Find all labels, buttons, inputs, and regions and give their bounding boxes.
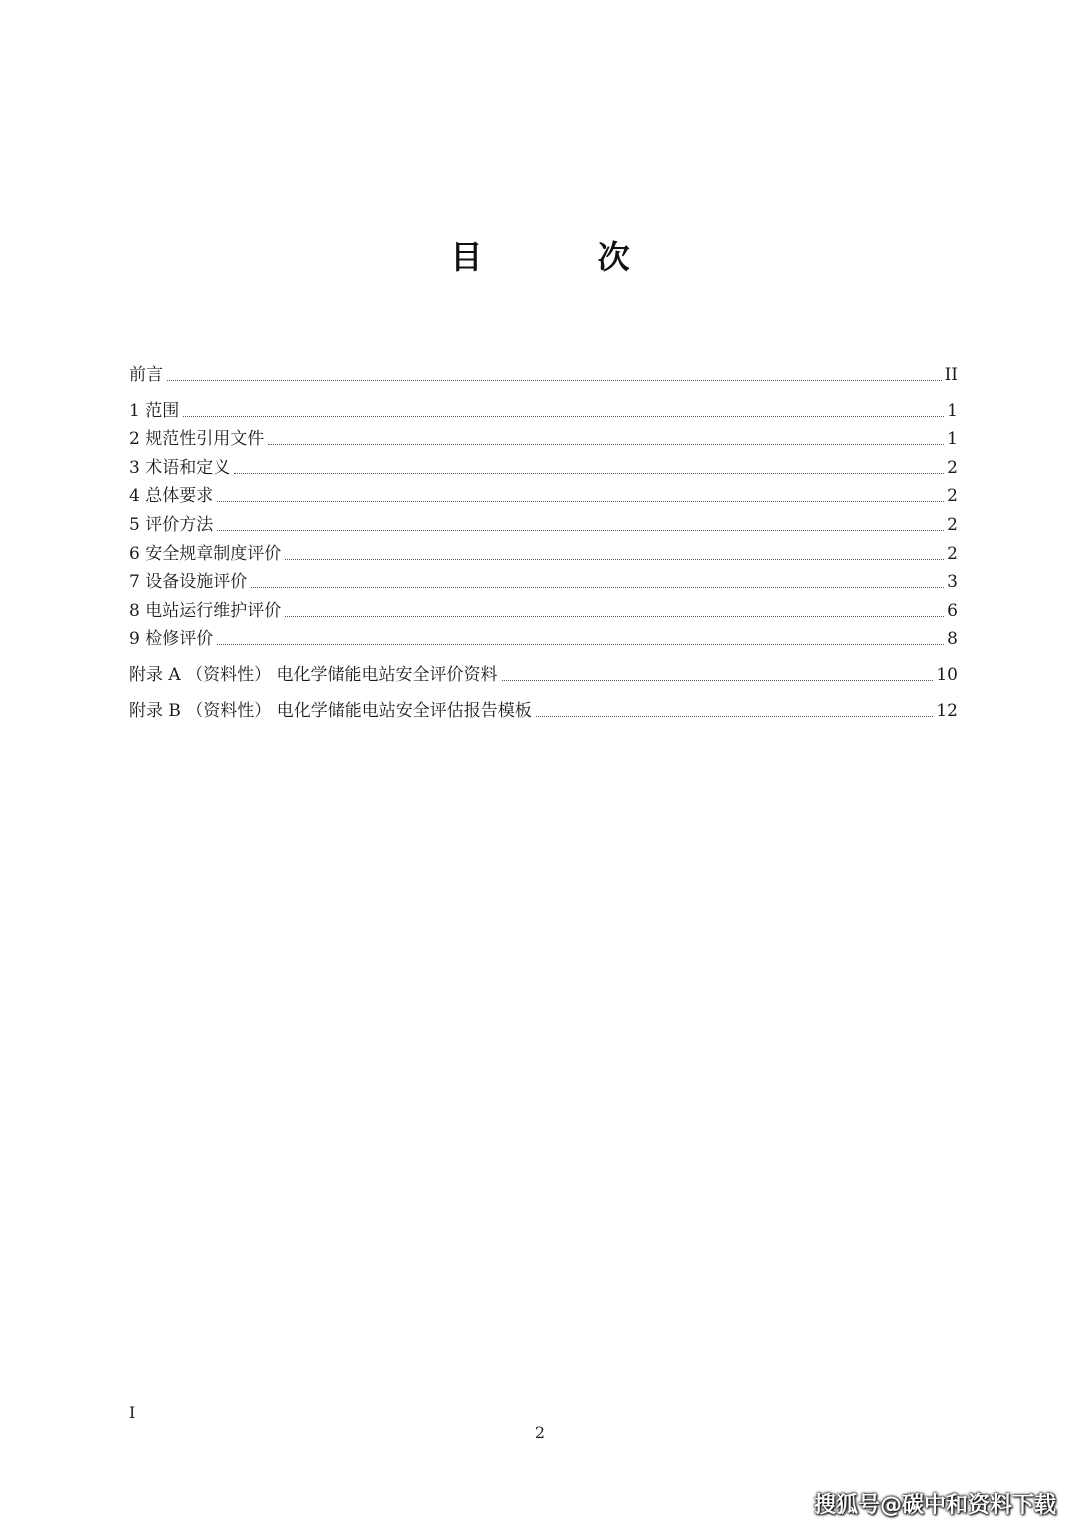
- dot-leader: [217, 644, 944, 645]
- footer-roman-page-number: I: [129, 1403, 136, 1422]
- toc-entry-page: 2: [947, 544, 958, 564]
- toc-entry-label: 前言: [129, 362, 165, 388]
- toc-entry-label: 1 范围: [129, 398, 181, 424]
- dot-leader: [251, 587, 944, 588]
- toc-entry-2[interactable]: [129, 426, 958, 452]
- toc-entry-label: 附录 A （资料性） 电化学储能电站安全评价资料: [129, 662, 500, 688]
- toc-entry-label: 3 术语和定义: [129, 455, 232, 481]
- footer-page-number: 2: [534, 1423, 546, 1442]
- toc-entry-page: 8: [947, 629, 958, 649]
- toc-entry-page: 2: [947, 486, 958, 506]
- toc-entry-3[interactable]: [129, 455, 958, 481]
- dot-leader: [183, 416, 944, 417]
- toc-entry-page: 6: [947, 601, 958, 621]
- toc-entry-appendix-b[interactable]: [129, 698, 958, 724]
- toc-entry-label: 2 规范性引用文件: [129, 426, 266, 452]
- dot-leader: [268, 444, 944, 445]
- dot-leader: [234, 473, 944, 474]
- toc-entry-page: 1: [947, 429, 958, 449]
- toc-entry-label: 5 评价方法: [129, 512, 215, 538]
- dot-leader: [502, 680, 934, 681]
- toc-entry-page: 10: [936, 665, 958, 685]
- toc-entry-5[interactable]: [129, 512, 958, 538]
- toc-entry-label: 7 设备设施评价: [129, 569, 249, 595]
- dot-leader: [285, 616, 944, 617]
- toc-entry-page: 2: [947, 458, 958, 478]
- toc-entry-label: 4 总体要求: [129, 483, 215, 509]
- toc-entry-page: II: [944, 365, 958, 385]
- toc-entry-appendix-a[interactable]: [129, 662, 958, 688]
- toc-entry-label: 附录 B （资料性） 电化学储能电站安全评估报告模板: [129, 698, 534, 724]
- dot-leader: [217, 530, 944, 531]
- watermark: 搜狐号@碳中和资料下载: [813, 1493, 1056, 1518]
- page-title: 目 次: [450, 238, 682, 276]
- toc-entry-8[interactable]: [129, 598, 958, 624]
- dot-leader: [217, 501, 944, 502]
- toc-entry-page: 2: [947, 515, 958, 535]
- toc-entry-preface[interactable]: [129, 362, 958, 388]
- toc-entry-page: 12: [936, 701, 958, 721]
- toc-entry-1[interactable]: [129, 398, 958, 424]
- toc-entry-label: 6 安全规章制度评价: [129, 541, 283, 567]
- toc-entry-label: 8 电站运行维护评价: [129, 598, 283, 624]
- toc-entry-7[interactable]: [129, 569, 958, 595]
- toc-entry-label: 9 检修评价: [129, 626, 215, 652]
- dot-leader: [285, 559, 944, 560]
- toc-entry-4[interactable]: [129, 483, 958, 509]
- toc-entry-9[interactable]: [129, 626, 958, 652]
- toc-entry-page: 1: [947, 401, 958, 421]
- dot-leader: [536, 716, 934, 717]
- toc-entry-page: 3: [947, 572, 958, 592]
- dot-leader: [167, 380, 942, 381]
- toc-entry-6[interactable]: [129, 541, 958, 567]
